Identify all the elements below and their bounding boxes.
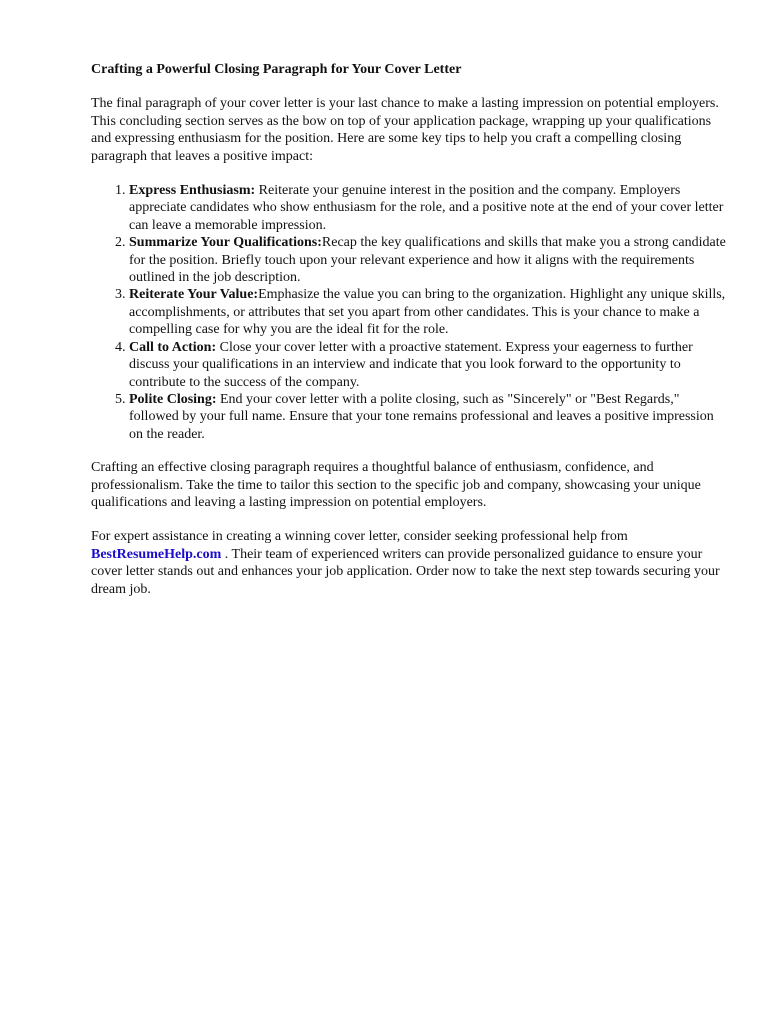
document-body (91, 61, 727, 615)
tip-item (129, 339, 727, 391)
tip-item (129, 391, 727, 443)
tips-list (91, 182, 727, 443)
tip-term: Express Enthusiasm: (129, 183, 256, 199)
cta-paragraph (91, 528, 727, 598)
tip-text: Recap the key qualifications and skills that make you a strong candidate for the position. Briefly touch upon your relevant experience and how it aligns with the requirements outlined in the job description. (129, 235, 726, 286)
tip-term: Call to Action: (129, 339, 217, 355)
tip-text: End your cover letter with a polite closing, such as "Sincerely" or "Best Regards," followed by your full name. Ensure that your tone remains professional and leaves a positive impression on the reader. (129, 391, 714, 442)
tip-item (129, 182, 727, 234)
cta-text-before: For expert assistance in creating a winning cover letter, consider seeking professional help from (91, 529, 628, 545)
tip-term: Polite Closing: (129, 391, 217, 407)
cta-text-after: . Their team of experienced writers can provide personalized guidance to ensure your cover letter stands out and enhances your job application. Order now to take the next step towards securing your dream job. (91, 546, 720, 597)
bestresumehelp-link[interactable]: BestResumeHelp.com (91, 546, 222, 562)
tip-text: Close your cover letter with a proactive statement. Express your eagerness to further discuss your qualifications in an interview and indicate that you look forward to the opportunity to contribute to the success of the company. (129, 339, 693, 390)
tip-item (129, 234, 727, 286)
tip-term: Summarize Your Qualifications: (129, 235, 322, 251)
intro-paragraph: The final paragraph of your cover letter is your last chance to make a lasting impression on potential employers. This concluding section serves as the bow on top of your application package, wrapping up your qualifications and expressing enthusiasm for the position. Here are some key tips to help you craft a compelling closing paragraph that leaves a positive impact: (91, 96, 719, 164)
document-title: Crafting a Powerful Closing Paragraph for Your Cover Letter (91, 62, 462, 77)
tip-text: Reiterate your genuine interest in the position and the company. Employers appreciate candidates who show enthusiasm for the role, and a positive note at the end of your cover letter can leave a memorable impression. (129, 183, 724, 233)
tip-item (129, 286, 727, 338)
conclusion-paragraph: Crafting an effective closing paragraph requires a thoughtful balance of enthusiasm, confidence, and professionalism. Take the time to tailor this section to the specific job and company, showcasing your unique qualifications and leaving a lasting impression on potential employers. (91, 460, 701, 510)
tip-text: Emphasize the value you can bring to the organization. Highlight any unique skills, accomplishments, or attributes that set you apart from other candidates. This is your chance to make a compelling case for why you are the ideal fit for the role. (129, 287, 726, 338)
tip-term: Reiterate Your Value: (129, 287, 259, 303)
